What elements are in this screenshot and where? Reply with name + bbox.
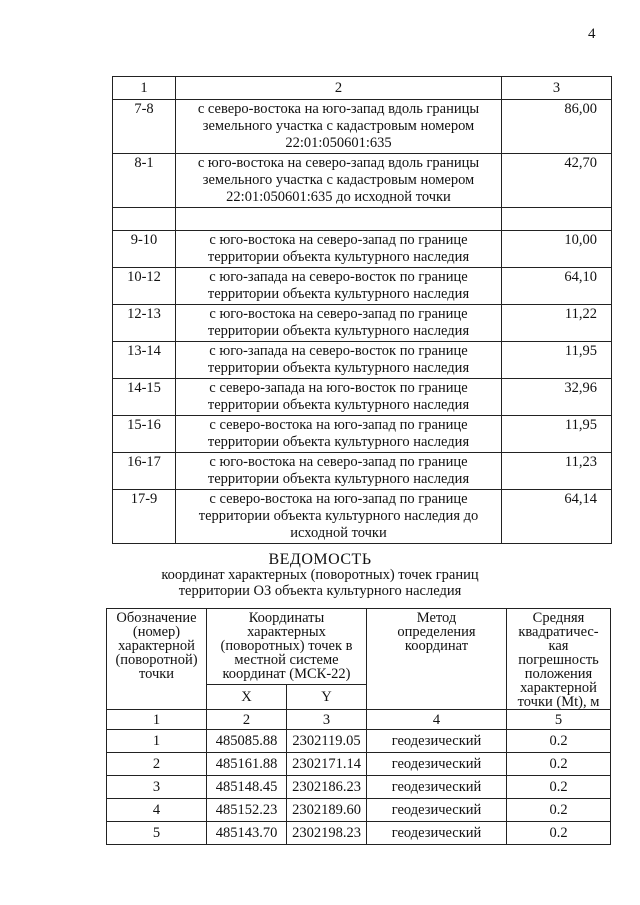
table-row (113, 154, 612, 208)
mean-square-error: 0.2 (507, 822, 611, 845)
segment-length: 64,10 (502, 268, 612, 305)
header-line: характерных (247, 624, 326, 640)
point-id: 3 (107, 776, 207, 799)
column-number: 4 (367, 710, 507, 730)
x-coordinate: 485143.70 (207, 822, 287, 845)
table-row (113, 305, 612, 342)
empty-cell (502, 208, 612, 231)
x-coordinate: 485085.88 (207, 730, 287, 753)
description-line: 22:01:050601:635 (285, 135, 392, 151)
column-number: 3 (287, 710, 367, 730)
header-line: Обозначение (116, 610, 197, 626)
description-line: с юго-востока на северо-запад по границе (209, 306, 468, 322)
description-line: территории объекта культурного наследия (207, 286, 470, 302)
segment-points: 13-14 (113, 342, 176, 379)
coordinates-table (106, 608, 611, 845)
y-coordinate: 2302186.23 (287, 776, 367, 799)
header-line: точки (Mt), м (517, 694, 600, 710)
column-number: 5 (507, 710, 611, 730)
description-line: с северо-запада на юго-восток по границе (209, 380, 468, 396)
segment-description (176, 231, 502, 268)
header-line: характерной (520, 680, 597, 696)
empty-cell (176, 208, 502, 231)
segment-points: 17-9 (113, 490, 176, 544)
header-cell: 3 (502, 77, 612, 100)
header-cell: 2 (176, 77, 502, 100)
header-line: характерной (118, 638, 195, 654)
description-line: территории объекта культурного наследия до (198, 508, 479, 524)
segment-description (176, 490, 502, 544)
segment-length: 11,23 (502, 453, 612, 490)
description-line: территории объекта культурного наследия (207, 397, 470, 413)
description-line: территории объекта культурного наследия (207, 249, 470, 265)
y-coordinate: 2302189.60 (287, 799, 367, 822)
y-coordinate: 2302198.23 (287, 822, 367, 845)
point-id: 2 (107, 753, 207, 776)
determination-method: геодезический (367, 753, 507, 776)
table-row (107, 799, 611, 822)
header-line: (поворотной) (115, 652, 198, 668)
column-number: 1 (107, 710, 207, 730)
header-line: (поворотных) точек в (220, 638, 353, 654)
table-row (113, 231, 612, 268)
segment-description (176, 305, 502, 342)
determination-method: геодезический (367, 730, 507, 753)
segment-points: 10-12 (113, 268, 176, 305)
description-line: территории объекта культурного наследия (207, 471, 470, 487)
table-row (113, 379, 612, 416)
description-line: земельного участка с кадастровым номером (202, 172, 475, 188)
header-line: определения (397, 624, 476, 640)
table-row (113, 490, 612, 544)
segment-length: 10,00 (502, 231, 612, 268)
header-line: Средняя (532, 610, 585, 626)
header-line: погрешность (518, 652, 599, 668)
header-line: координат (МСК-22) (222, 666, 351, 682)
determination-method: геодезический (367, 776, 507, 799)
document-title: ВЕДОМОСТЬ (268, 551, 372, 568)
table-row (107, 753, 611, 776)
table-header-row (113, 77, 612, 100)
x-coordinate: 485152.23 (207, 799, 287, 822)
segment-points: 8-1 (113, 154, 176, 208)
table-row (113, 100, 612, 154)
segment-length: 11,95 (502, 342, 612, 379)
header-cell: 1 (113, 77, 176, 100)
determination-method: геодезический (367, 822, 507, 845)
segment-length: 86,00 (502, 100, 612, 154)
method-header (367, 609, 507, 710)
point-id: 4 (107, 799, 207, 822)
empty-row (113, 208, 612, 231)
boundary-segments-table (112, 76, 612, 544)
segment-description (176, 100, 502, 154)
description-line: исходной точки (290, 525, 387, 541)
table-row (107, 776, 611, 799)
segment-points: 7-8 (113, 100, 176, 154)
table-row (113, 268, 612, 305)
column-number: 2 (207, 710, 287, 730)
column-number-row (107, 710, 611, 730)
mean-square-error: 0.2 (507, 753, 611, 776)
point-designation-header (107, 609, 207, 710)
segment-length: 32,96 (502, 379, 612, 416)
table-header-row (107, 609, 611, 685)
segment-description (176, 379, 502, 416)
description-line: 22:01:050601:635 до исходной точки (226, 189, 451, 205)
description-line: с юго-запада на северо-восток по границе (209, 343, 468, 359)
header-line: Координаты (248, 610, 325, 626)
segment-description (176, 416, 502, 453)
segment-points: 15-16 (113, 416, 176, 453)
segment-length: 11,95 (502, 416, 612, 453)
determination-method: геодезический (367, 799, 507, 822)
y-header: Y (287, 684, 367, 709)
segment-points: 9-10 (113, 231, 176, 268)
segment-description (176, 268, 502, 305)
description-line: с юго-запада на северо-восток по границе (209, 269, 468, 285)
description-line: с северо-востока на юго-запад по границе (209, 491, 468, 507)
header-line: местной системе (234, 652, 339, 668)
header-line: точки (138, 666, 175, 682)
table-row (107, 822, 611, 845)
x-coordinate: 485148.45 (207, 776, 287, 799)
table-row (113, 416, 612, 453)
y-coordinate: 2302119.05 (287, 730, 367, 753)
segment-length: 42,70 (502, 154, 612, 208)
description-line: земельного участка с кадастровым номером (202, 118, 475, 134)
segment-description (176, 154, 502, 208)
page-number: 4 (588, 26, 596, 42)
segment-description (176, 342, 502, 379)
error-header (507, 609, 611, 710)
coordinates-header (207, 609, 367, 685)
segment-description (176, 453, 502, 490)
header-line: Метод (416, 610, 457, 626)
description-line: с юго-востока на северо-запад по границе (209, 454, 468, 470)
document-subtitle-line: территории ОЗ объекта культурного наследия (178, 583, 462, 599)
description-line: территории объекта культурного наследия (207, 434, 470, 450)
empty-cell (113, 208, 176, 231)
document-subtitle-line: координат характерных (поворотных) точек границ (161, 567, 479, 583)
header-line: положения (524, 666, 593, 682)
description-line: с северо-востока на юго-запад по границе (209, 417, 468, 433)
y-coordinate: 2302171.14 (287, 753, 367, 776)
mean-square-error: 0.2 (507, 799, 611, 822)
point-id: 1 (107, 730, 207, 753)
segment-points: 14-15 (113, 379, 176, 416)
header-line: квадратичес- (518, 624, 599, 640)
point-id: 5 (107, 822, 207, 845)
table-row (107, 730, 611, 753)
segment-length: 11,22 (502, 305, 612, 342)
description-line: территории объекта культурного наследия (207, 323, 470, 339)
description-line: территории объекта культурного наследия (207, 360, 470, 376)
table-row (113, 342, 612, 379)
header-line: кая (548, 638, 569, 654)
description-line: с юго-востока на северо-запад вдоль границы (197, 155, 480, 171)
header-line: координат (404, 638, 469, 654)
segment-points: 16-17 (113, 453, 176, 490)
mean-square-error: 0.2 (507, 730, 611, 753)
table-row (113, 453, 612, 490)
header-line: (номер) (132, 624, 181, 640)
description-line: с юго-востока на северо-запад по границе (209, 232, 468, 248)
x-coordinate: 485161.88 (207, 753, 287, 776)
segment-length: 64,14 (502, 490, 612, 544)
segment-points: 12-13 (113, 305, 176, 342)
description-line: с северо-востока на юго-запад вдоль границы (197, 101, 480, 117)
x-header: X (207, 684, 287, 709)
mean-square-error: 0.2 (507, 776, 611, 799)
